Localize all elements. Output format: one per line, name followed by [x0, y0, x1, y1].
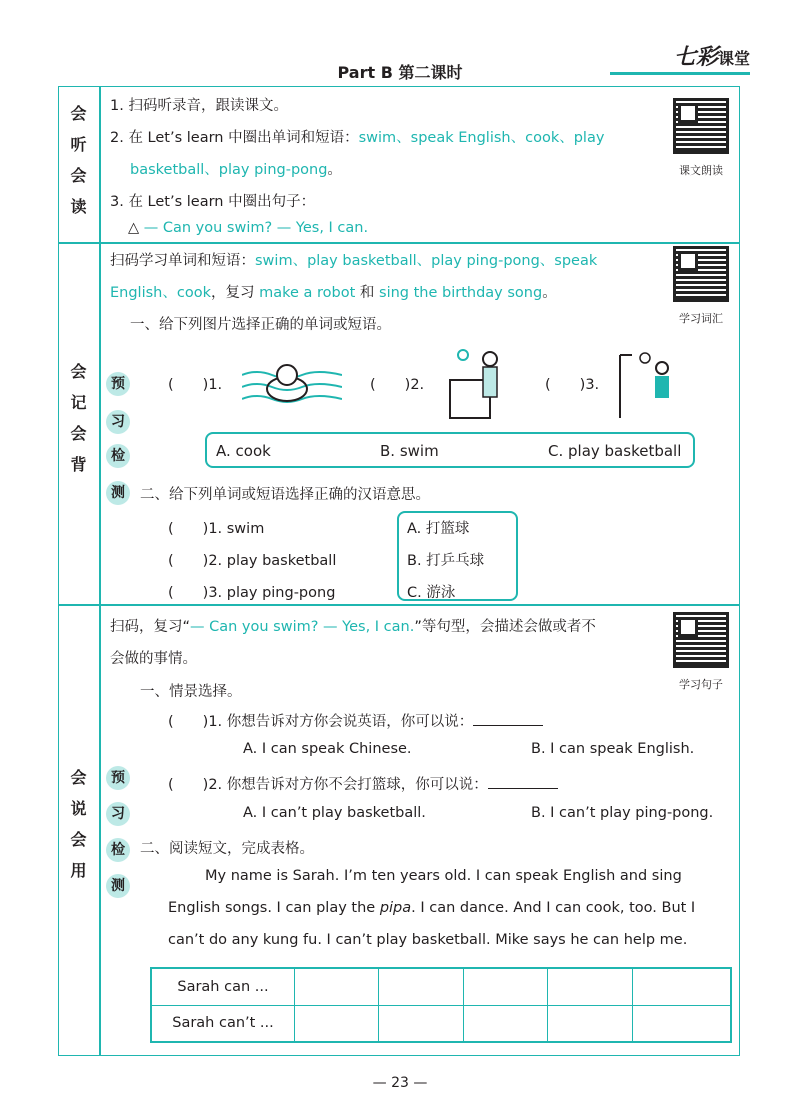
side-char: 听 [70, 135, 87, 154]
side-char: 会 [70, 104, 87, 123]
side-char: 用 [70, 861, 87, 880]
wave-line [242, 384, 342, 390]
answer-cell[interactable] [379, 1005, 463, 1042]
s1-line4: 3. 在 Let’s learn 中圈出句子： [110, 194, 316, 210]
brand-logo [674, 40, 750, 71]
s2-intro-words: swim、play basketball、play ping-pong、speak [255, 253, 598, 269]
triangle-icon: △ [128, 220, 140, 236]
s1-line1: 1. 扫码听录音，跟读课文。 [110, 98, 288, 114]
qr-code-icon[interactable] [673, 612, 729, 668]
s2-intro2-b: sing the birthday song [379, 285, 543, 301]
passage2-b: . I can dance. And I can cook, too. But I [411, 900, 696, 916]
s3-intro-words: — Can you swim? — Yes, I can. [190, 619, 415, 635]
pic-item-2: ( )2. [370, 377, 425, 393]
swimmer-head [277, 365, 297, 385]
passage-line-2 [168, 900, 695, 916]
logo-main: 七彩 [673, 44, 718, 70]
section-divider-1 [58, 242, 740, 244]
answer-cell[interactable] [295, 968, 379, 1005]
table-row [151, 1005, 731, 1042]
s3-part1-title: 一、情景选择。 [140, 684, 242, 700]
side-char: 会 [70, 166, 87, 185]
cook-head [483, 352, 497, 366]
option-c: C. play basketball [548, 442, 682, 460]
side-char: 背 [70, 455, 87, 474]
badge-check: 检 [106, 838, 130, 862]
match-right-b: B. 打乒乓球 [407, 553, 485, 569]
column-divider [99, 86, 101, 1056]
q2-prompt: ( )2. 你想告诉对方你不会打篮球，你可以说： [168, 777, 488, 793]
s2-part1-title: 一、给下列图片选择正确的单词或短语。 [130, 317, 391, 333]
s1-line3-words: basketball、play ping-pong [130, 162, 328, 178]
badge-test: 测 [106, 874, 130, 898]
logo-underline [610, 72, 750, 75]
s3-intro [110, 615, 596, 636]
passage2-a: English songs. I can play the [168, 900, 380, 916]
s1-sentence: — Can you swim? — Yes, I can. [143, 220, 369, 236]
q2-option-b: B. I can’t play ping-pong. [531, 805, 714, 821]
q1-answer-blank[interactable] [473, 711, 543, 726]
q2-text [168, 773, 558, 794]
answer-cell[interactable] [379, 968, 463, 1005]
q2-option-a: A. I can’t play basketball. [243, 805, 426, 821]
side-char: 会 [70, 768, 87, 787]
section-divider-2 [58, 604, 740, 606]
side-char: 读 [70, 197, 87, 216]
player-body [655, 376, 669, 398]
answer-cell[interactable] [632, 1005, 731, 1042]
row-label: Sarah can’t ... [151, 1005, 295, 1042]
s2-intro2-a: make a robot [259, 285, 356, 301]
badge-check: 检 [106, 444, 130, 468]
badge-test: 测 [106, 481, 130, 505]
option-a: A. cook [216, 442, 271, 460]
s3-intro-prefix: 扫码，复习“ [110, 619, 191, 635]
pic-item-3: ( )3. [545, 377, 600, 393]
passage2-pipa: pipa [379, 900, 412, 916]
match-left-1: ( )1. swim [168, 521, 265, 537]
s1-line3-end: 。 [327, 162, 342, 178]
qr-code-icon[interactable] [673, 98, 729, 154]
answer-cell[interactable] [295, 1005, 379, 1042]
qr-caption: 课文朗读 [679, 164, 723, 177]
logo-sub: 课堂 [717, 49, 750, 68]
match-right-a: A. 打篮球 [407, 521, 470, 537]
cook-body [483, 367, 497, 397]
s2-intro2 [110, 281, 557, 302]
answer-table [150, 967, 732, 1043]
s2-intro2-mid: ，复习 [210, 285, 260, 301]
table-row [151, 968, 731, 1005]
q1-option-a: A. I can speak Chinese. [243, 741, 412, 757]
page-title: Part B 第二课时 [337, 63, 463, 82]
s1-line2 [110, 126, 604, 147]
answer-cell[interactable] [548, 968, 632, 1005]
match-right-c: C. 游泳 [407, 585, 456, 601]
badge-preview: 预 [106, 372, 130, 396]
option-b: B. swim [380, 442, 439, 460]
s1-line3 [130, 158, 342, 179]
answer-cell[interactable] [463, 1005, 547, 1042]
qr-code-icon[interactable] [673, 246, 729, 302]
badge-study: 习 [106, 410, 130, 434]
section3-side-label [58, 762, 99, 886]
passage-line-3: can’t do any kung fu. I can’t play basketball. Mike says he can help me. [168, 932, 688, 948]
q1-prompt: ( )1. 你想告诉对方你会说英语，你可以说： [168, 714, 474, 730]
pic-item-1: ( )1. [168, 377, 223, 393]
match-left-3: ( )3. play ping-pong [168, 585, 336, 601]
q2-answer-blank[interactable] [488, 774, 558, 789]
cook-picture [445, 345, 505, 420]
badge-preview: 预 [106, 766, 130, 790]
basketball [640, 353, 650, 363]
side-char: 会 [70, 830, 87, 849]
s1-line5 [128, 220, 368, 236]
answer-cell[interactable] [548, 1005, 632, 1042]
s2-intro2-words: English、cook [110, 285, 211, 301]
basketball-picture [617, 350, 687, 420]
page-number: — 23 — [372, 1075, 428, 1091]
s2-intro [110, 249, 597, 270]
side-char: 会 [70, 424, 87, 443]
answer-cell[interactable] [632, 968, 731, 1005]
s3-part2-title: 二、阅读短文，完成表格。 [140, 841, 314, 857]
side-char: 会 [70, 362, 87, 381]
s2-part2-title: 二、给下列单词或短语选择正确的汉语意思。 [140, 487, 430, 503]
s2-intro-prefix: 扫码学习单词和短语： [110, 253, 255, 269]
passage-line-1: My name is Sarah. I’m ten years old. I can speak English and sing [205, 868, 682, 884]
q1-text [168, 710, 543, 731]
answer-cell[interactable] [463, 968, 547, 1005]
s1-line2-words: swim、speak English、cook、play [358, 130, 605, 146]
player-head [656, 362, 668, 374]
s3-intro2: 会做的事情。 [110, 651, 197, 667]
side-char: 记 [70, 393, 87, 412]
swim-picture [242, 345, 342, 417]
s1-line2-prefix: 2. 在 Let’s learn 中圈出单词和短语： [110, 130, 359, 146]
s2-intro2-and: 和 [355, 285, 380, 301]
match-left-2: ( )2. play basketball [168, 553, 337, 569]
row-label: Sarah can ... [151, 968, 295, 1005]
side-char: 说 [70, 799, 87, 818]
s3-intro-suffix: ”等句型，会描述会做或者不 [414, 619, 596, 635]
section1-side-label [58, 98, 99, 222]
s2-intro2-end: 。 [542, 285, 557, 301]
pot [458, 350, 468, 360]
qr-caption: 学习词汇 [679, 312, 723, 325]
badge-study: 习 [106, 802, 130, 826]
q1-option-b: B. I can speak English. [531, 741, 695, 757]
qr-caption: 学习句子 [679, 678, 723, 691]
section2-side-label [58, 356, 99, 480]
